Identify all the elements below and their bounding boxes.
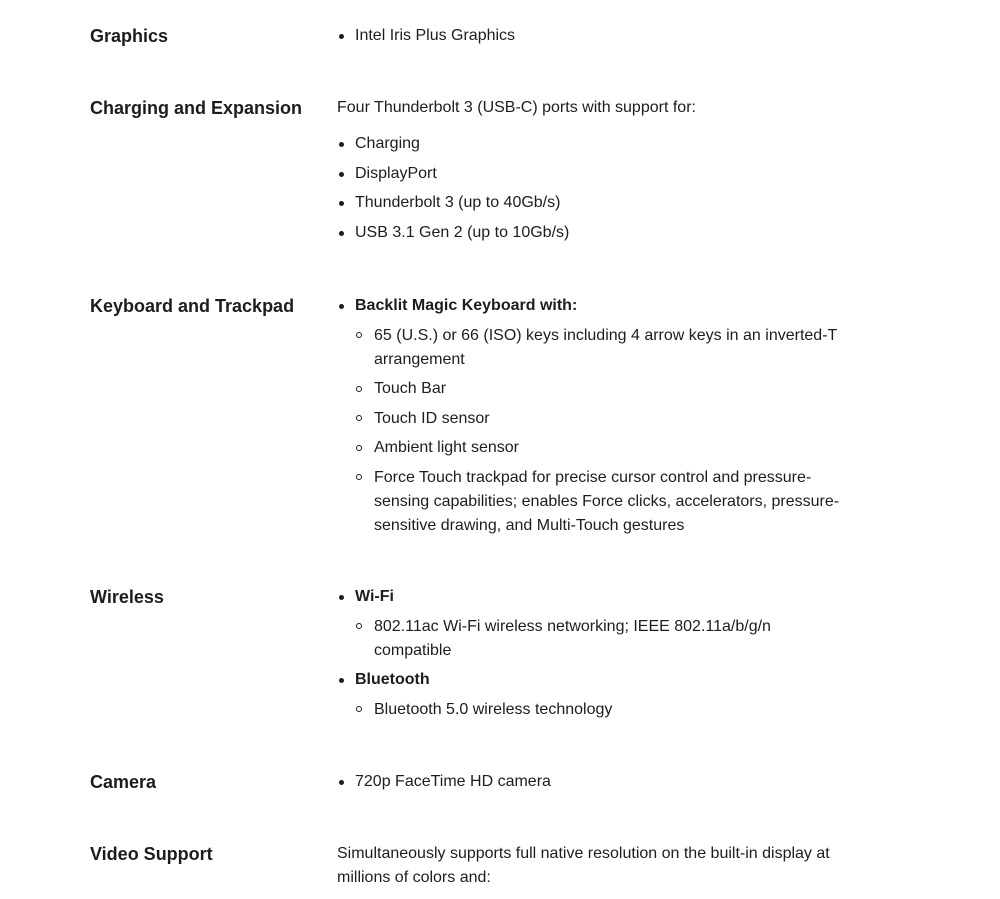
sublist-item: Force Touch trackpad for precise cursor control and pressure-sensing capabilities; enables Force clicks, accelerators, pressure-sensitive drawing, and Multi-Touch gestures [355, 466, 852, 538]
spec-intro: Simultaneously supports full native resolution on the built-in display at millions of colors and: [337, 845, 830, 886]
spec-content-camera [337, 770, 852, 800]
spec-list [337, 585, 852, 722]
spec-sublist [355, 698, 852, 722]
spec-sublist [355, 615, 852, 663]
sublist-item: Ambient light sensor [355, 436, 852, 460]
sublist-item: Touch Bar [355, 377, 852, 401]
list-item: USB 3.1 Gen 2 (up to 10Gb/s) [337, 221, 852, 245]
list-item-heading: Bluetooth [355, 671, 430, 688]
spec-label-wireless: Wireless [90, 587, 164, 607]
list-item: DisplayPort [337, 162, 852, 186]
sublist-item: Bluetooth 5.0 wireless technology [355, 698, 852, 722]
list-item-heading: Backlit Magic Keyboard with: [355, 297, 578, 314]
spec-sublist [355, 324, 852, 538]
list-item: 720p FaceTime HD camera [337, 770, 852, 794]
list-item: Thunderbolt 3 (up to 40Gb/s) [337, 191, 852, 215]
sublist-item: Touch ID sensor [355, 407, 852, 431]
spec-label-keyboard-trackpad: Keyboard and Trackpad [90, 296, 295, 316]
spec-label-camera: Camera [90, 772, 157, 792]
spec-content-graphics [337, 24, 852, 54]
list-item [337, 668, 852, 722]
spec-list [337, 294, 852, 538]
spec-list [337, 24, 852, 48]
sublist-item: 65 (U.S.) or 66 (ISO) keys including 4 arrow keys in an inverted-T arrangement [355, 324, 852, 372]
spec-content-wireless [337, 585, 852, 727]
spec-content-charging-expansion [337, 96, 852, 250]
list-item [337, 294, 852, 538]
list-item [337, 585, 852, 663]
spec-content-keyboard-trackpad [337, 294, 852, 543]
sublist-item: 802.11ac Wi-Fi wireless networking; IEEE 802.11a/b/g/n compatible [355, 615, 852, 663]
spec-list [337, 770, 852, 794]
list-item: Intel Iris Plus Graphics [337, 24, 852, 48]
spec-label-graphics: Graphics [90, 26, 169, 46]
spec-intro: Four Thunderbolt 3 (USB-C) ports with support for: [337, 99, 696, 116]
spec-content-video-support [337, 842, 852, 890]
spec-list [337, 132, 852, 245]
list-item: Charging [337, 132, 852, 156]
list-item-heading: Wi-Fi [355, 588, 394, 605]
spec-label-charging-expansion: Charging and Expansion [90, 98, 303, 118]
spec-label-video-support: Video Support [90, 844, 213, 864]
